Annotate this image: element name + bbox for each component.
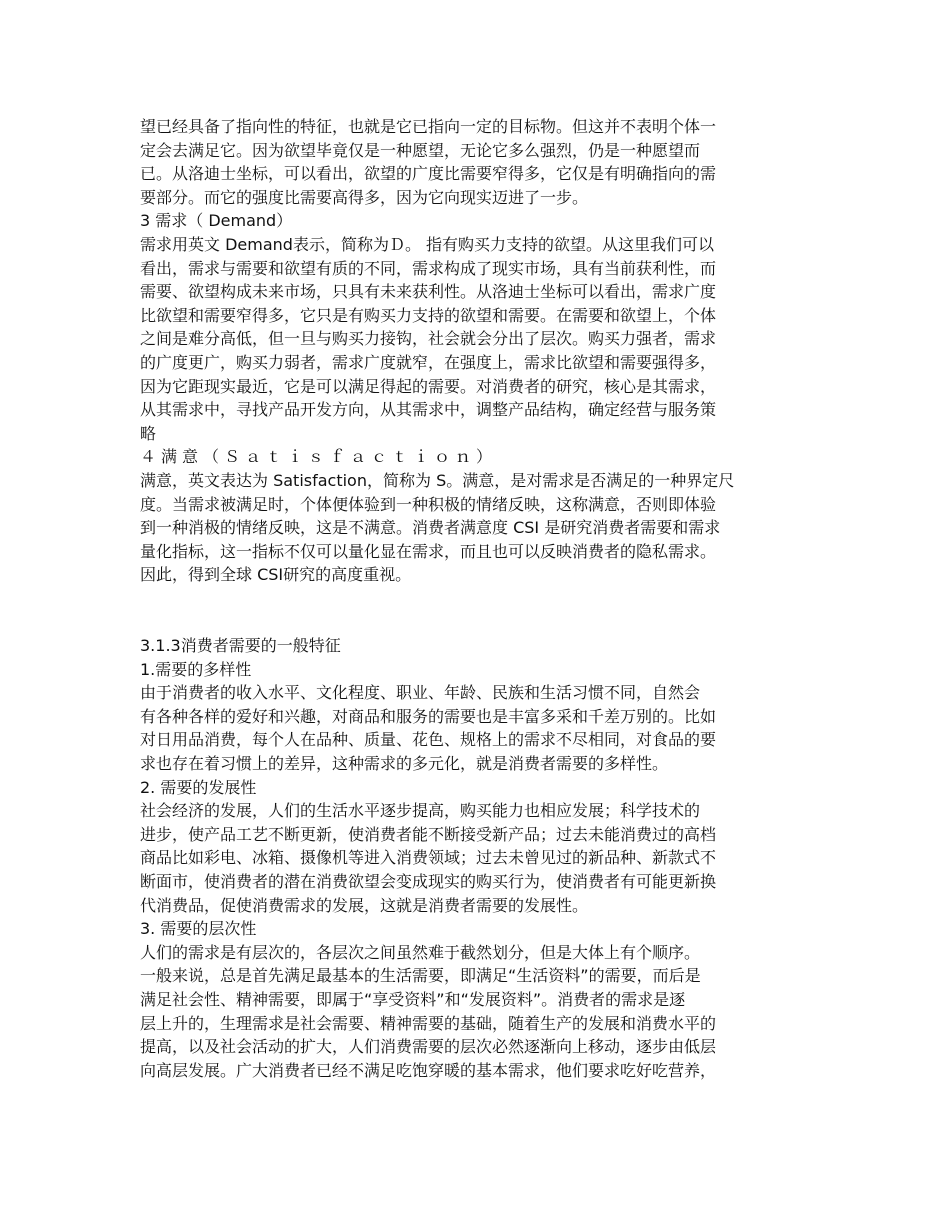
paragraph-line: 的广度更广，购买力弱者，需求广度就窄，在强度上，需求比欲望和需要强得多， <box>140 352 717 372</box>
paragraph-line: 向高层发展。广大消费者已经不满足吃饱穿暖的基本需求，他们要求吃好吃营养， <box>140 1060 717 1080</box>
paragraph-line: 满意，英文表达为 Satisfaction，简称为 S。满意，是对需求是否满足的一种界定尺 <box>140 470 735 490</box>
paragraph-line: 要部分。而它的强度比需要高得多，因为它向现实迈进了一步。 <box>140 187 589 207</box>
section-heading-satisfaction: ４满意（Ｓａｔｉｓｆａｃｔｉｏｎ） <box>140 447 498 467</box>
paragraph-line: 进步，使产品工艺不断更新，使消费者能不断接受新产品；过去未能消费过的高档 <box>140 824 717 844</box>
paragraph-line: 人们的需求是有层次的，各层次之间虽然难于截然划分，但是大体上有个顺序。 <box>140 942 701 962</box>
paragraph-line: 望已经具备了指向性的特征，也就是它已指向一定的目标物。但这并不表明个体一 <box>140 117 717 136</box>
paragraph-line: 略 <box>140 423 157 443</box>
subsection-heading-development: 2. 需要的发展性 <box>140 777 257 797</box>
subsection-heading-hierarchy: 3. 需要的层次性 <box>140 919 257 939</box>
paragraph-line: 度。当需求被满足时，个体便体验到一种积极的情绪反映，这称满意，否则即体验 <box>140 494 717 514</box>
paragraph-line: 比欲望和需要窄得多，它只是有购买力支持的欲望和需要。在需要和欲望上，个体 <box>140 305 717 325</box>
paragraph-line: 从其需求中，寻找产品开发方向，从其需求中，调整产品结构，确定经营与服务策 <box>140 400 717 420</box>
paragraph-line: 有各种各样的爱好和兴趣，对商品和服务的需要也是丰富多采和千差万别的。比如 <box>140 706 717 726</box>
paragraph-line: 求也存在着习惯上的差异，这种需求的多元化，就是消费者需要的多样性。 <box>140 754 669 774</box>
paragraph-line: 对日用品消费，每个人在品种、质量、花色、规格上的需求不尽相同，对食品的要 <box>140 730 717 750</box>
paragraph-line: 满足社会性、精神需要，即属于“享受资料”和“发展资料”。消费者的需求是逐 <box>140 989 686 1009</box>
paragraph-line: 之间是难分高低，但一旦与购买力接钩，社会就会分出了层次。购买力强者，需求 <box>140 329 717 349</box>
paragraph-line: 量化指标，这一指标不仅可以量化显在需求，而且也可以反映消费者的隐私需求。 <box>140 541 717 561</box>
section-heading-demand: 3 需求（ Demand） <box>140 211 293 231</box>
paragraph-line: 断面市，使消费者的潜在消费欲望会变成现实的购买行为，使消费者有可能更新换 <box>140 872 717 891</box>
paragraph-line: 一般来说，总是首先满足最基本的生活需要，即满足“生活资料”的需要，而后是 <box>140 966 701 986</box>
paragraph-line: 到一种消极的情绪反映，这是不满意。消费者满意度 CSI 是研究消费者需要和需求 <box>140 518 721 538</box>
section-spacer <box>140 587 800 634</box>
paragraph-line: 层上升的，生理需求是社会需要、精神需要的基础，随着生产的发展和消费水平的 <box>140 1013 717 1033</box>
paragraph-line: 由于消费者的收入水平、文化程度、职业、年龄、民族和生活习惯不同，自然会 <box>140 683 701 703</box>
paragraph-line: 社会经济的发展，人们的生活水平逐步提高，购买能力也相应发展；科学技术的 <box>140 801 701 821</box>
paragraph-line: 商品比如彩电、冰箱、摄像机等进入消费领域；过去未曾见过的新品种、新款式不 <box>140 848 717 868</box>
subsection-heading-diversity: 1.需要的多样性 <box>140 659 252 679</box>
paragraph-line: 因为它距现实最近，它是可以满足得起的需要。对消费者的研究，核心是其需求， <box>140 376 717 396</box>
paragraph-line: 需要、欲望构成未来市场，只具有未来获利性。从洛迪士坐标可以看出，需求广度 <box>140 282 717 302</box>
section-heading-general-features: 3.1.3消费者需要的一般特征 <box>140 636 341 656</box>
paragraph-line: 因此，得到全球 CSI研究的高度重视。 <box>140 565 412 585</box>
paragraph-line: 已。从洛迪士坐标，可以看出，欲望的广度比需要窄得多，它仅是有明确指向的需 <box>140 164 717 184</box>
paragraph-line: 需求用英文 Demand表示，简称为Ｄ。 指有购买力支持的欲望。从这里我们可以 <box>140 234 715 254</box>
paragraph-line: 代消费品，促使消费需求的发展，这就是消费者需要的发展性。 <box>140 895 589 915</box>
paragraph-line: 提高，以及社会活动的扩大，人们消费需要的层次必然逐渐向上移动，逐步由低层 <box>140 1037 717 1057</box>
paragraph-line: 定会去满足它。因为欲望毕竟仅是一种愿望，无论它多么强烈，仍是一种愿望而 <box>140 140 701 160</box>
document-body <box>140 115 800 1082</box>
paragraph-line: 看出，需求与需要和欲望有质的不同，需求构成了现实市场，具有当前获利性，而 <box>140 258 717 278</box>
